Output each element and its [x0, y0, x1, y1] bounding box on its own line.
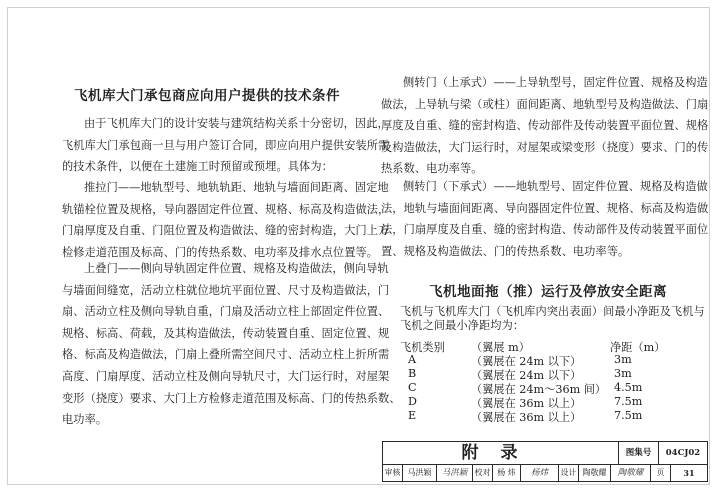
row-clearance: 7.5m: [614, 395, 643, 408]
paragraph-stacking-door: [62, 258, 401, 431]
text-line: 由于飞机库大门的设计安装与建筑结构关系十分密切，因此，: [84, 117, 389, 130]
checker-name: 杨 炜: [493, 465, 521, 481]
text-line: 侧转门（下承式）——地轨型号、固定件位置、规格及构造做: [403, 180, 708, 193]
paragraph-side-door-bottom: [381, 176, 709, 262]
text-line: 做法，上导轨与梁（或柱）面间距离、地轨型号及构造做法、门扇: [381, 97, 709, 111]
text-line: 门扇厚度及自重、门阻位置及构造做法、缝的密封构造，大门上方: [62, 224, 390, 238]
header-clearance: 净距（m）: [610, 341, 666, 354]
text-line: 轨锚栓位置及规格，导向器固定件位置、规格、标高及构造做法，: [62, 202, 390, 216]
right-section-title: 飞机地面拖（推）运行及停放安全距离: [429, 284, 667, 300]
row-clearance: 3m: [614, 367, 632, 380]
checker-signature: 杨炜: [521, 465, 559, 481]
reviewer-name: 马洪颖: [403, 465, 437, 481]
text-line: 检修走道范围及标高、门的传热系数、电功率及排水点位置等。: [62, 245, 379, 259]
text-line: 厚度及自重、缝的密封构造、传动部件及传动装置平面位置、规格: [381, 119, 709, 133]
text-line: 飞机之间最小净距均为：: [400, 319, 525, 332]
reviewer-signature: 马洪颖: [437, 465, 473, 481]
text-line: 侧转门（上承式）——上导轨型号，固定件位置、规格及构造: [403, 76, 708, 89]
row-category: D: [408, 395, 417, 408]
row-wingspan: （翼展在 24m 以下）: [471, 369, 582, 382]
left-section-title: 飞机库大门承包商应向用户提供的技术条件: [74, 88, 340, 104]
text-line: 置、规格及构造做法、门的传热系数、电功率等。: [381, 244, 630, 258]
text-line: 推拉门——地轨型号、地轨轨距、地轨与墙面间距离、固定地: [84, 181, 389, 194]
row-clearance: 7.5m: [614, 409, 643, 422]
row-category: C: [408, 381, 417, 394]
designer-name: 陶敬耀: [579, 465, 611, 481]
header-wingspan: （翼展 m）: [471, 341, 530, 354]
paragraph-sliding-door: [62, 177, 390, 263]
paragraph-safety-intro: [400, 305, 705, 333]
review-label: 审核: [383, 465, 403, 481]
row-wingspan: （翼展在 24m 以下）: [471, 355, 582, 368]
paragraph-intro: [62, 113, 390, 178]
text-line: 格、标高及构造做法，门扇上叠所需空间尺寸、活动立柱上折所需: [62, 348, 390, 362]
row-wingspan: （翼展在 36m 以上）: [471, 411, 582, 424]
atlas-number-label: 图集号: [619, 442, 659, 464]
check-label: 校对: [473, 465, 493, 481]
paragraph-side-door-top: [381, 72, 709, 180]
text-line: 及构造做法，大门运行时，对屋架或梁变形（挠度）要求、门的传: [381, 140, 709, 154]
text-line: 上叠门——侧向导轨固定件位置、规格及构造做法，侧向导轨: [84, 262, 389, 275]
text-line: 扇、活动立柱及侧向导轨自重，门扇及活动立柱上部固定件位置、: [62, 305, 390, 319]
text-line: 与墙面间缝宽，活动立柱就位地坑平面位置、尺寸及构造做法，门: [62, 283, 390, 297]
row-category: A: [408, 353, 417, 366]
text-line: 热系数、电功率等。: [381, 162, 483, 176]
page-number: 31: [683, 468, 695, 478]
text-line: 飞机库大门承包商一旦与用户签订合同，即应向用户提供安装所需: [62, 138, 390, 152]
title-block-bottom-row: [383, 465, 707, 481]
text-line: 变形（挠度）要求、大门上方检修走道范围及标高、门的传热系数、: [62, 391, 401, 405]
title-block: [382, 441, 708, 482]
text-line: 法，门扇厚度及自重、缝的密封构造、传动部件及传动装置平面位: [381, 223, 709, 237]
row-clearance: 3m: [614, 353, 632, 366]
page-label: 页: [651, 465, 671, 481]
drawing-title: 附录: [383, 442, 619, 464]
text-line: 法，地轨与墙面间距离、导向器固定件位置、规格、标高及构造做: [381, 201, 709, 215]
designer-signature: 陶敬耀: [611, 465, 651, 481]
row-category: E: [408, 409, 417, 422]
text-line: 的技术条件，以便在土建施工时预留或预埋。具体为：: [62, 160, 333, 174]
design-label: 设计: [559, 465, 579, 481]
row-clearance: 4.5m: [614, 381, 643, 394]
row-wingspan: （翼展在 24m～36m 间）: [471, 383, 607, 396]
title-block-top-row: [383, 442, 707, 465]
text-line: 电功率。: [62, 413, 108, 427]
header-category: 飞机类别: [400, 341, 445, 354]
row-category: B: [408, 367, 417, 380]
text-line: 飞机与飞机库大门（飞机库内突出表面）间最小净距及飞机与: [400, 305, 705, 318]
text-line: 高度、门扇厚度、活动立柱及侧向导轨尺寸，大门运行时，对屋架: [62, 369, 390, 383]
text-line: 规格、标高、荷载，及其构造做法，传动装置自重、固定位置、规: [62, 326, 390, 340]
atlas-number: 04CJ02: [665, 448, 701, 458]
row-wingspan: （翼展在 36m 以上）: [471, 397, 582, 410]
